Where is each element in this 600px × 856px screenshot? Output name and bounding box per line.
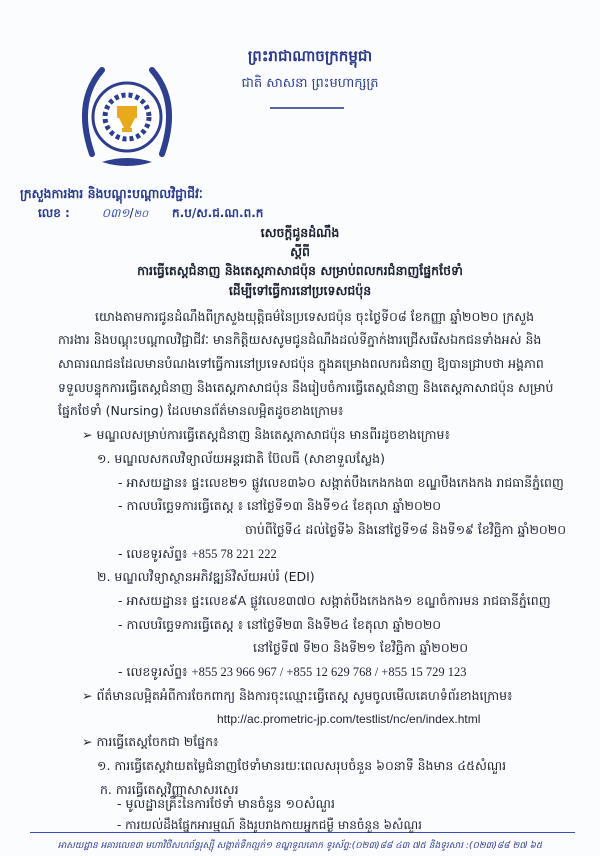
paragraph-line: យោងតាមការជូនដំណឹងពីក្រសួងយុត្តិធម៌នៃប្រទេសជប៉ុន ចុះថ្ងៃទី០៨ ខែកញ្ញា ឆ្នាំ២០២០ ក្រសួង	[95, 309, 535, 324]
center-2-phone	[118, 664, 467, 680]
arrow-bullet-icon: ➢	[82, 427, 97, 442]
paragraph-line: ទទួលបន្ទុកការធ្វើតេស្តជំនាញ និងតេស្តភាសាជប៉ុន នឹងរៀបចំការធ្វើតេស្តជំនាញ និងតេស្តភាសាជប៉ុន សម្រាប់	[58, 380, 554, 395]
part-1-a-item: - មូលដ្ឋានគ្រឹះនៃការថែទាំ មានចំនួន ១០សំណួរ	[117, 796, 335, 811]
part-1: ១. ការធ្វើតេស្តវាយតម្លៃជំនាញថែទាំមានរយៈពេលសរុបចំនួន ៦០នាទី និងមាន ៤៥សំណួរ	[97, 758, 507, 773]
center-1-phone	[118, 546, 277, 562]
center-2-name: ២. មណ្ឌលវិទ្យាស្ថានអភិវឌ្ឍន៍វិស័យអប់រំ (EDI)	[97, 569, 315, 584]
parts-heading-text: ការធ្វើតេស្តចែកជា ២ផ្នែក៖	[96, 734, 219, 749]
center-2-schedule: - កាលបរិច្ឆេទការធ្វើតេស្ត ៖ នៅថ្ងៃទី២៣ និងទី២៤ ខែតុលា ឆ្នាំ២០២០	[118, 617, 442, 632]
notice-about: ស្តីពី	[290, 244, 310, 259]
part-1-a: ក. ការធ្វើតេស្តវិញ្ញាសាសរសេរ	[100, 782, 239, 797]
ministry-logo	[72, 62, 182, 182]
paragraph-line: ផ្នែកថែទាំ (Nursing) ដែលមានព័ត៌មានលម្អិតដូចខាងក្រោម៖	[58, 403, 344, 418]
centers-heading	[82, 427, 450, 443]
arrow-bullet-icon: ➢	[82, 688, 97, 703]
footer-address: អាសយដ្ឋាន អគារលេខ៣ មហាវិថីសហព័ន្ធរុស្ស៊ី សង្កាត់ទឹកល្អក់១ ខណ្ឌទួលគោក ទូរស័ព្ទ:(០២៣)៨៨ ៤៣ ៧៥ និងទូរសារ :(០២៣)៨៨ ២៧ ៦៥	[57, 841, 543, 851]
ministry-name: ក្រសួងការងារ និងបណ្តុះបណ្តាលវិជ្ជាជីវៈ	[20, 186, 203, 201]
center-1-schedule: - កាលបរិច្ឆេទការធ្វើតេស្ត ៖ នៅថ្ងៃទី១៣ និងទី១៤ ខែតុលា ឆ្នាំ២០២០	[118, 498, 442, 513]
notice-type: សេចក្តីជូនដំណឹង	[260, 225, 340, 240]
ref-code: ក.ប/ស.ជ.ណ.ព.ក	[172, 206, 264, 220]
center-1-schedule-cont: ចាប់ពីថ្ងៃទី៤ ដល់ថ្ងៃទី៦ និងនៅថ្ងៃទី១៨ និងទី១៩ ខែវិច្ឆិកា ឆ្នាំ២០២០	[245, 522, 567, 537]
center-1-name: ១. មណ្ឌលសកលវិទ្យាល័យអន្តរជាតិ ប៊ែលធី (សាខាទួលស្លែង)	[97, 451, 385, 466]
part-1-a-item: - ការយល់ដឹងផ្នែកអារម្មណ៍ និងរូបរាងកាយអ្នកជម្ងឺ មានចំនួន ៦សំណួរ	[117, 818, 422, 832]
phone-label: - លេខទូរស័ព្ទ៖	[118, 546, 188, 561]
arrow-bullet-icon: ➢	[82, 734, 97, 749]
info-heading-text: ព័ត៌មានលម្អិតអំពីការចែកពាក្យ និងការចុះឈ្មោះធ្វើតេស្ត សូមចូលមើលគេហទំព័រខាងក្រោម៖	[96, 688, 513, 703]
parts-heading	[82, 734, 219, 750]
phone-number: +855 23 966 967 / +855 12 629 768 / +855 15 729 123	[191, 665, 467, 679]
national-motto: ជាតិ សាសនា ព្រះមហាក្សត្រ	[241, 76, 379, 91]
center-2-schedule-cont: នៅថ្ងៃទី៧ ទី២០ និងទី២១ ខែវិច្ឆិកា ឆ្នាំ២០២០	[253, 640, 469, 655]
center-1-address: - អាសយដ្ឋាន៖ ផ្ទះលេខ២១ ផ្លូវលេខ៣៦០ សង្កាត់បឹងកេងកង៣ ខណ្ឌបឹងកេងកង រាជធានីភ្នំពេញ	[118, 475, 564, 490]
kingdom-heading: ព្រះរាជាណាចក្រកម្ពុជា	[247, 47, 373, 65]
phone-number: +855 78 221 222	[191, 547, 277, 561]
phone-label: - លេខទូរស័ព្ទ៖	[118, 664, 188, 679]
ref-number-handwritten: ០៣១	[101, 206, 130, 220]
centers-heading-text: មណ្ឌលសម្រាប់ការធ្វើតេស្តជំនាញ និងតេស្តភាសាជប៉ុន មានពីរដូចខាងក្រោម៖	[96, 427, 450, 442]
center-2-address: - អាសយដ្ឋាន៖ ផ្ទះលេខ៩A ផ្លូវលេខ៣៧០ សង្កាត់បឹងកេងកង១ ខណ្ឌចំការមន រាជធានីភ្នំពេញ	[118, 593, 551, 608]
reference-number: លេខ : ០៣១/២០ ក.ប/ស.ជ.ណ.ព.ក	[38, 206, 264, 220]
notice-title-line2: ដើម្បីទៅធ្វើការនៅប្រទេសជប៉ុន	[228, 283, 372, 298]
ref-label: លេខ :	[38, 206, 70, 220]
ref-year-handwritten: ២០	[133, 209, 149, 220]
notice-title-line1: ការធ្វើតេស្តជំនាញ និងតេស្តភាសាជប៉ុន សម្រាប់ពលករជំនាញផ្នែកថែទាំ	[137, 263, 463, 278]
paragraph-line: សាធារណជនដែលមានបំណងទៅធ្វើការនៅប្រទេសជប៉ុន ក្នុងគម្រោងពលករជំនាញ ឱ្យបានជ្រាបថា អង្គភាព	[58, 356, 544, 371]
ornament-divider	[270, 107, 344, 109]
paragraph-line: ការងារ និងបណ្តុះបណ្តាលវិជ្ជាជីវៈ មានកិត្តិយសសូមជូនដំណឹងដល់ទីភ្នាក់ងារជ្រើសរើសឯកជនទាំងអស់ និង	[58, 332, 542, 347]
registration-url[interactable]: http://ac.prometric-jp.com/testlist/nc/en/index.html	[217, 712, 481, 726]
info-heading	[82, 688, 513, 704]
